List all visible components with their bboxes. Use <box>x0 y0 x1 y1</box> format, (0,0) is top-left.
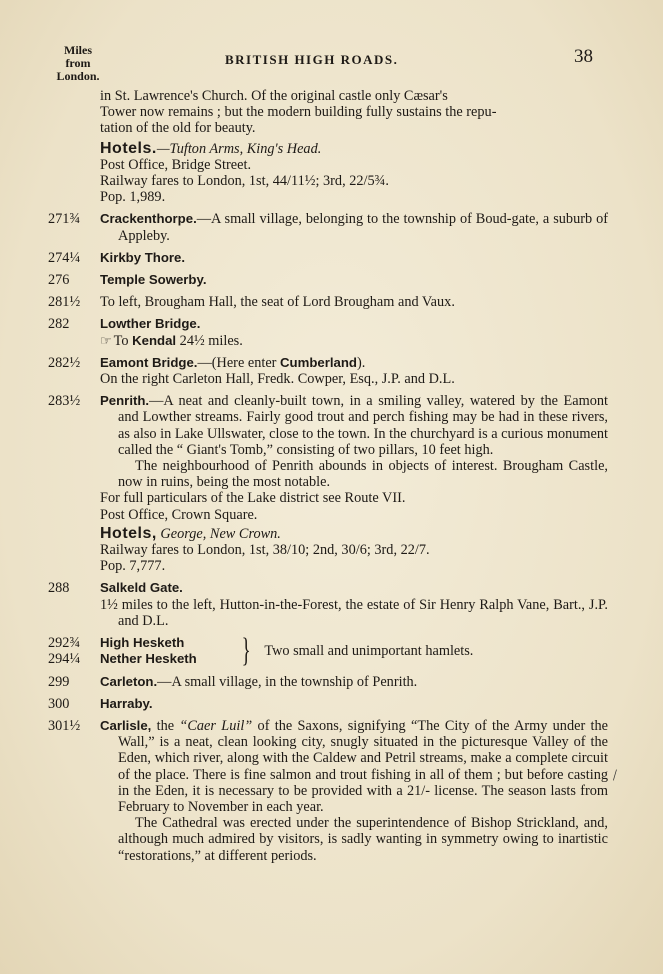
place-name: Kirkby Thore. <box>100 249 186 265</box>
entry-paragraph: The neighbourhood of Penrith abounds in objects of interest. Brougham Castle, now in ruins, being the most notable. <box>118 458 608 491</box>
mileage: 271¾ <box>48 211 81 228</box>
entry-text: —A small village, belonging to the township of Boud-gate, a suburb of Appleby. <box>118 211 608 244</box>
mileage: 300 <box>48 695 70 712</box>
entry-text: of the Saxons, signifying “The City of the Army under the Wall,” is a neat, clean looking city, snugly situated in the picturesque Valley of the Eden, which river, along with the Caldew and Petril streams, make a complete circuit of the place. There is fine salmon and trout fishing in all of them ; but before casting in the Eden, it is necessary to be provided with a 21/- license. The season lasts from February to November in each year. <box>118 717 608 815</box>
miles-label-line: from <box>65 56 91 70</box>
distance: 24½ miles. <box>176 332 243 349</box>
hotels-line <box>100 141 608 157</box>
railway-fares: Railway fares to London, 1st, 38/10; 2nd, 30/6; 3rd, 22/7. <box>100 542 430 559</box>
miles-from-london-label <box>50 44 106 83</box>
place-name: Harraby. <box>100 695 153 711</box>
route-entry-salkeld <box>48 580 608 629</box>
route-entry <box>48 674 608 690</box>
entry-text: —A small village, in the township of Penrith. <box>157 673 418 690</box>
place-name: Kendal <box>132 332 177 348</box>
entry-text: the <box>151 717 180 734</box>
place-name: Temple Sowerby. <box>100 272 207 288</box>
saxon-name: “Caer Luil” <box>179 717 253 734</box>
mileage: 288 <box>48 580 70 597</box>
hotels-names: —Tufton Arms, King's Head. <box>156 140 322 157</box>
post-office: Post Office, Bridge Street. <box>100 156 252 173</box>
place-name: Carleton. <box>100 673 158 689</box>
place-name: Crackenthorpe. <box>100 211 197 227</box>
mileage: 282½ <box>48 354 81 371</box>
mileage: 294¼ <box>48 651 81 668</box>
page-number: 38 <box>574 46 593 67</box>
place-name: Penrith. <box>100 393 150 409</box>
route-entry <box>48 696 608 712</box>
entry-text: To left, Brougham Hall, the seat of Lord Brougham and Vaux. <box>100 294 455 311</box>
entry-text: ). <box>356 354 366 371</box>
entry-text: Two small and unimportant hamlets. <box>264 643 474 660</box>
appleby-continued <box>48 88 608 205</box>
county-name: Cumberland <box>280 354 357 370</box>
kendal-branch <box>100 333 608 349</box>
mileage: 282 <box>48 316 70 333</box>
page-body <box>48 88 608 864</box>
brace-icon: } <box>241 632 251 670</box>
hotels-label: Hotels, <box>100 524 157 542</box>
miles-label-line: Miles <box>64 43 92 57</box>
to-label: To <box>113 332 133 349</box>
running-title: BRITISH HIGH ROADS. <box>225 52 399 67</box>
entry-text: —(Here enter <box>197 354 281 371</box>
text-line: tation of the old for beauty. <box>100 120 256 137</box>
mileage: 283½ <box>48 393 81 410</box>
mileage: 276 <box>48 272 70 289</box>
post-office: Post Office, Crown Square. <box>100 506 258 523</box>
population: Pop. 7,777. <box>100 558 166 575</box>
mileage: 274¼ <box>48 249 81 266</box>
entry-text: 1½ miles to the left, Hutton-in-the-Forest, the estate of Sir Henry Ralph Vane, Bart., J.P. and D.L. <box>100 596 608 629</box>
mileage: 281½ <box>48 294 81 311</box>
place-name: High Hesketh <box>100 635 185 651</box>
hotels-names: George, New Crown. <box>156 525 281 542</box>
miles-label-line: London. <box>56 69 100 83</box>
railway-fares: Railway fares to London, 1st, 44/11½; 3rd, 22/5¾. <box>100 173 389 190</box>
route-entry <box>48 316 608 348</box>
route-entry-penrith <box>48 393 608 574</box>
route-entry <box>48 294 608 310</box>
entry-text: —A neat and cleanly-built town, in a smiling valley, watered by the Eamont and Lowther streams. Fairly good trout and perch fishing may be had in these rivers, as also in Lake Ullswater, close to the town. In the churchyard is a curious monument called the “ Giant's Tomb,” consisting of two pillars, 10 feet high. <box>118 393 608 458</box>
place-name: Nether Hesketh <box>100 651 197 667</box>
route-entry-eamont <box>48 355 608 387</box>
mileage: 299 <box>48 673 70 690</box>
text-line: Tower now remains ; but the modern building fully sustains the repu- <box>100 104 497 121</box>
place-name: Eamont Bridge. <box>100 354 198 370</box>
entry-text: On the right Carleton Hall, Fredk. Cowper, Esq., J.P. and D.L. <box>100 371 455 388</box>
route-entry-carlisle <box>48 718 608 864</box>
pointing-hand-icon: ☞ <box>100 332 112 348</box>
place-name: Salkeld Gate. <box>100 580 183 596</box>
place-name: Lowther Bridge. <box>100 316 201 332</box>
route-entry <box>48 250 608 266</box>
ink-mark: \ <box>607 767 622 784</box>
hotels-line <box>100 526 608 542</box>
route-entry <box>48 272 608 288</box>
entry-paragraph: The Cathedral was erected under the superintendence of Bishop Strickland, and, although much admired by visitors, is sadly wanting in symmetry owing to inartistic “restorations,” at different periods. <box>118 815 608 864</box>
population: Pop. 1,989. <box>100 189 166 206</box>
place-name: Carlisle, <box>100 717 152 733</box>
hotels-label: Hotels. <box>100 139 157 157</box>
lake-district-note: For full particulars of the Lake district see Route VII. <box>100 490 406 507</box>
mileage: 301½ <box>48 717 81 734</box>
mileage: 292¾ <box>48 635 81 652</box>
text-line: in St. Lawrence's Church. Of the original castle only Cæsar's <box>100 88 448 104</box>
route-entry-hesketh <box>48 632 608 670</box>
route-entry <box>48 211 608 243</box>
